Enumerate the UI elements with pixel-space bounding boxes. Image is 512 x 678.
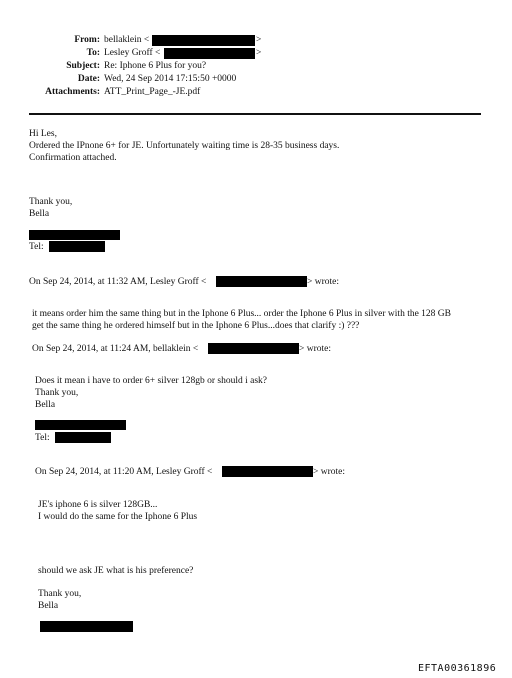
body-line: I would do the same for the Iphone 6 Plus — [38, 512, 198, 522]
subject-label: Subject: — [66, 61, 100, 71]
quote-header-suffix: > wrote: — [299, 344, 332, 354]
redaction-box — [164, 48, 255, 59]
signoff: Thank you, — [38, 589, 82, 599]
from-close: > — [256, 35, 262, 45]
redaction-box — [152, 35, 255, 46]
body-line: Does it mean i have to order 6+ silver 128gb or should i ask? — [35, 376, 267, 386]
quote-header-suffix: > wrote: — [307, 277, 340, 287]
quote-header-suffix: > wrote: — [313, 467, 346, 477]
greeting: Hi Les, — [29, 129, 57, 139]
from-value: bellaklein < — [104, 35, 150, 45]
to-close: > — [256, 48, 262, 58]
body-line: should we ask JE what is his preference? — [38, 566, 194, 576]
subject-value: Re: Iphone 6 Plus for you? — [104, 61, 207, 71]
quote-header: On Sep 24, 2014, at 11:32 AM, Lesley Groff < — [29, 277, 207, 287]
date-value: Wed, 24 Sep 2014 17:15:50 +0000 — [104, 74, 237, 84]
redaction-box — [49, 241, 105, 252]
redaction-box — [222, 466, 313, 477]
header-divider — [29, 113, 481, 115]
signoff-name: Bella — [38, 601, 59, 611]
to-value: Lesley Groff < — [104, 48, 161, 58]
tel-label: Tel: — [29, 242, 44, 252]
attachments-label: Attachments: — [45, 87, 100, 97]
from-label: From: — [74, 35, 100, 45]
redaction-box — [208, 343, 299, 354]
redaction-box — [216, 276, 307, 287]
body-line: it means order him the same thing but in the Iphone 6 Plus... order the Iphone 6 Plus in silver with the 128 GB — [32, 309, 451, 319]
quote-header: On Sep 24, 2014, at 11:24 AM, bellaklein < — [32, 344, 199, 354]
redaction-box — [35, 420, 126, 430]
redaction-box — [55, 432, 111, 443]
signoff-name: Bella — [35, 400, 56, 410]
body-line: JE's iphone 6 is silver 128GB... — [38, 500, 158, 510]
signoff: Thank you, — [35, 388, 79, 398]
redaction-box — [29, 230, 120, 240]
tel-label: Tel: — [35, 433, 50, 443]
body-line: Confirmation attached. — [29, 153, 117, 163]
date-label: Date: — [77, 74, 100, 84]
quote-header: On Sep 24, 2014, at 11:20 AM, Lesley Groff < — [35, 467, 213, 477]
body-line: Ordered the IPnone 6+ for JE. Unfortunately waiting time is 28-35 business days. — [29, 141, 340, 151]
to-label: To: — [86, 48, 100, 58]
redaction-box — [40, 621, 133, 632]
signoff-name: Bella — [29, 209, 50, 219]
signoff: Thank you, — [29, 197, 73, 207]
body-line: get the same thing he ordered himself but in the Iphone 6 Plus...does that clarify :) ??? — [32, 321, 360, 331]
bates-number: EFTA00361896 — [418, 663, 497, 674]
attachments-value: ATT_Print_Page_-JE.pdf — [104, 87, 201, 97]
